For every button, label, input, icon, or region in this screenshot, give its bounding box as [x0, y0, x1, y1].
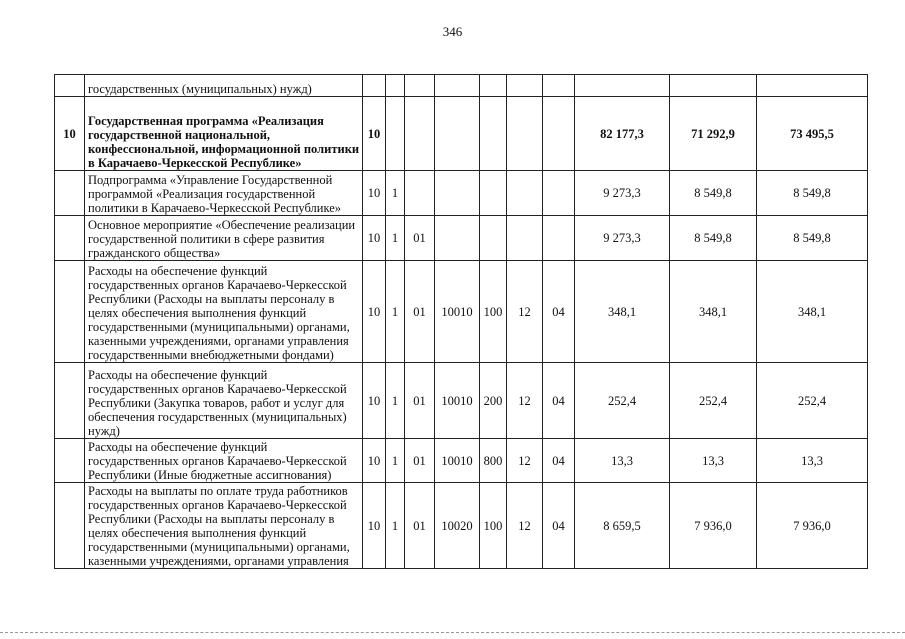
code-cell: 04 — [543, 483, 575, 569]
amount-cell: 82 177,3 — [575, 97, 670, 171]
page-bottom-rule — [0, 632, 905, 633]
table-row — [55, 483, 868, 569]
code-cell: 01 — [405, 483, 435, 569]
code-cell: 10 — [363, 363, 386, 439]
code-cell — [435, 171, 480, 216]
row-number — [55, 363, 85, 439]
page-number: 346 — [442, 24, 463, 39]
code-cell: 10020 — [435, 483, 480, 569]
row-description: Расходы на выплаты по оплате труда работников государственных органов Карачаево-Черкесской Республики (Расходы на выплаты персоналу в целях обеспечения выполнения функций государственными (муниципальными) органами, казенными учреждениями, органами управления — [85, 483, 363, 569]
amount-cell: 13,3 — [670, 439, 757, 483]
code-cell — [435, 97, 480, 171]
code-cell: 10 — [363, 97, 386, 171]
row-number — [55, 261, 85, 363]
code-cell — [363, 75, 386, 97]
code-cell: 10 — [363, 261, 386, 363]
code-cell: 10 — [363, 216, 386, 261]
row-description: Подпрограмма «Управление Государственной программой «Реализация государственной политики в Карачаево-Черкесской Республике» — [85, 171, 363, 216]
code-cell: 1 — [386, 363, 405, 439]
amount-cell: 8 549,8 — [757, 171, 868, 216]
code-cell: 01 — [405, 439, 435, 483]
amount-cell: 252,4 — [670, 363, 757, 439]
table-row — [55, 261, 868, 363]
amount-cell: 348,1 — [575, 261, 670, 363]
budget-table — [54, 74, 868, 569]
code-cell — [405, 75, 435, 97]
code-cell: 10 — [363, 439, 386, 483]
amount-cell: 252,4 — [575, 363, 670, 439]
code-cell — [543, 75, 575, 97]
row-description: Основное мероприятие «Обеспечение реализации государственной политики в сфере развития гражданского общества» — [85, 216, 363, 261]
code-cell — [405, 171, 435, 216]
amount-cell — [670, 75, 757, 97]
row-description: Расходы на обеспечение функций государственных органов Карачаево-Черкесской Республики (Расходы на выплаты персоналу в целях обеспечения выполнения функций государственными (муниципальными) органами, казенными учреждениями, органами управления государственными внебюджетными фондами) — [85, 261, 363, 363]
amount-cell: 7 936,0 — [670, 483, 757, 569]
table-row — [55, 439, 868, 483]
row-number — [55, 439, 85, 483]
code-cell: 04 — [543, 363, 575, 439]
row-description: Расходы на обеспечение функций государственных органов Карачаево-Черкесской Республики (Закупка товаров, работ и услуг для обеспечения государственных (муниципальных) нужд) — [85, 363, 363, 439]
code-cell: 10 — [363, 483, 386, 569]
code-cell — [507, 171, 543, 216]
code-cell — [405, 97, 435, 171]
code-cell: 12 — [507, 363, 543, 439]
code-cell — [480, 216, 507, 261]
amount-cell: 8 549,8 — [757, 216, 868, 261]
table-row — [55, 75, 868, 97]
row-number — [55, 75, 85, 97]
code-cell — [543, 216, 575, 261]
amount-cell: 13,3 — [757, 439, 868, 483]
code-cell: 04 — [543, 439, 575, 483]
code-cell: 01 — [405, 216, 435, 261]
code-cell: 10010 — [435, 439, 480, 483]
code-cell: 12 — [507, 439, 543, 483]
code-cell: 1 — [386, 483, 405, 569]
code-cell — [386, 97, 405, 171]
code-cell — [507, 97, 543, 171]
code-cell — [543, 97, 575, 171]
amount-cell: 9 273,3 — [575, 171, 670, 216]
code-cell: 10010 — [435, 261, 480, 363]
code-cell: 04 — [543, 261, 575, 363]
code-cell: 1 — [386, 216, 405, 261]
code-cell: 10 — [363, 171, 386, 216]
amount-cell: 252,4 — [757, 363, 868, 439]
amount-cell: 13,3 — [575, 439, 670, 483]
code-cell — [480, 75, 507, 97]
table-row — [55, 216, 868, 261]
table-row — [55, 97, 868, 171]
code-cell: 01 — [405, 363, 435, 439]
code-cell — [435, 216, 480, 261]
code-cell: 800 — [480, 439, 507, 483]
row-number — [55, 483, 85, 569]
amount-cell: 348,1 — [757, 261, 868, 363]
code-cell: 01 — [405, 261, 435, 363]
code-cell — [507, 75, 543, 97]
code-cell: 100 — [480, 261, 507, 363]
code-cell: 12 — [507, 261, 543, 363]
table-row — [55, 363, 868, 439]
amount-cell: 71 292,9 — [670, 97, 757, 171]
code-cell: 200 — [480, 363, 507, 439]
amount-cell: 8 549,8 — [670, 171, 757, 216]
row-description: Государственная программа «Реализация государственной национальной, конфессиональной, информационной политики в Карачаево-Черкесской Республике» — [85, 97, 363, 171]
code-cell: 1 — [386, 439, 405, 483]
code-cell: 1 — [386, 171, 405, 216]
code-cell: 10010 — [435, 363, 480, 439]
row-description: Расходы на обеспечение функций государственных органов Карачаево-Черкесской Республики (Иные бюджетные ассигнования) — [85, 439, 363, 483]
code-cell — [480, 171, 507, 216]
row-number: 10 — [55, 97, 85, 171]
row-number — [55, 216, 85, 261]
row-number — [55, 171, 85, 216]
code-cell — [435, 75, 480, 97]
amount-cell: 73 495,5 — [757, 97, 868, 171]
code-cell — [386, 75, 405, 97]
amount-cell: 7 936,0 — [757, 483, 868, 569]
amount-cell: 8 549,8 — [670, 216, 757, 261]
row-description: государственных (муниципальных) нужд) — [85, 75, 363, 97]
amount-cell: 8 659,5 — [575, 483, 670, 569]
code-cell — [480, 97, 507, 171]
amount-cell: 9 273,3 — [575, 216, 670, 261]
code-cell — [507, 216, 543, 261]
code-cell: 100 — [480, 483, 507, 569]
table-row — [55, 171, 868, 216]
amount-cell: 348,1 — [670, 261, 757, 363]
code-cell: 12 — [507, 483, 543, 569]
amount-cell — [757, 75, 868, 97]
code-cell: 1 — [386, 261, 405, 363]
amount-cell — [575, 75, 670, 97]
code-cell — [543, 171, 575, 216]
